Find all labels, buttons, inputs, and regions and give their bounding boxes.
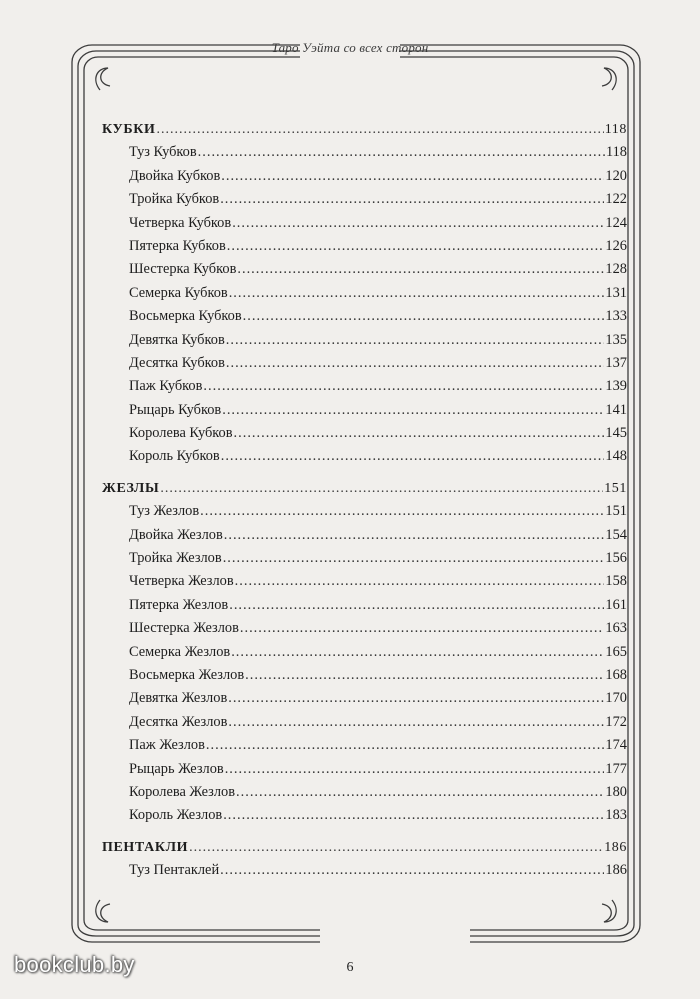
section-title: ПЕНТАКЛИ <box>102 839 189 855</box>
running-header: Таро Уэйта со всех сторон <box>271 40 429 55</box>
toc-entry <box>102 445 627 468</box>
table-of-contents <box>102 118 627 883</box>
dot-leader <box>206 734 605 757</box>
entry-label: Паж Жезлов <box>129 737 205 754</box>
entry-label: Рыцарь Кубков <box>129 401 222 418</box>
page-ref: 154 <box>605 526 627 543</box>
page-ref: 131 <box>605 284 627 301</box>
dot-leader <box>245 664 604 687</box>
page-ref: 183 <box>605 807 627 824</box>
toc-entry <box>102 375 627 398</box>
page-ref: 128 <box>605 261 627 278</box>
page-ref: 145 <box>605 425 627 442</box>
entry-label: Десятка Кубков <box>129 354 225 371</box>
toc-entry <box>102 664 627 687</box>
toc-entry <box>102 547 627 570</box>
page-ref: 148 <box>605 448 627 465</box>
toc-entry <box>102 235 627 258</box>
page-ref: 180 <box>605 783 627 800</box>
page-ref: 156 <box>605 550 627 567</box>
dot-leader <box>236 781 604 804</box>
toc-entry <box>102 594 627 617</box>
toc-entry <box>102 859 627 882</box>
toc-entry <box>102 758 627 781</box>
toc-entry <box>102 212 627 235</box>
dot-leader <box>226 329 605 352</box>
page-ref: 137 <box>605 354 627 371</box>
page-ref: 186 <box>605 862 627 879</box>
entry-label: Семерка Кубков <box>129 284 228 301</box>
dot-leader <box>223 804 604 827</box>
entry-label: Паж Кубков <box>129 378 203 395</box>
section-title: ЖЕЗЛЫ <box>102 480 160 496</box>
page-ref: 163 <box>605 620 627 637</box>
page-ref: 133 <box>605 308 627 325</box>
dot-leader <box>220 859 604 882</box>
page-ref: 139 <box>605 378 627 395</box>
toc-entry <box>102 804 627 827</box>
dot-leader <box>232 212 604 235</box>
page-ref: 158 <box>605 573 627 590</box>
page-ref: 124 <box>605 214 627 231</box>
toc-entry <box>102 352 627 375</box>
page-ref: 170 <box>605 690 627 707</box>
page-ref: 126 <box>605 237 627 254</box>
entry-label: Девятка Кубков <box>129 331 225 348</box>
toc-entry <box>102 500 627 523</box>
entry-label: Король Кубков <box>129 448 220 465</box>
page-ref: 165 <box>605 643 627 660</box>
entry-label: Четверка Жезлов <box>129 573 234 590</box>
dot-leader <box>237 258 604 281</box>
watermark-logo: bookclub.by <box>14 952 135 977</box>
toc-entry <box>102 524 627 547</box>
toc-entry <box>102 687 627 710</box>
toc-entry <box>102 165 627 188</box>
page-ref: 151 <box>604 480 627 496</box>
toc-entry <box>102 141 627 164</box>
dot-leader <box>234 422 605 445</box>
page-ref: 135 <box>605 331 627 348</box>
page-number: 6 <box>346 960 354 975</box>
page-ref: 172 <box>605 713 627 730</box>
toc-entry <box>102 188 627 211</box>
toc-section-heading <box>102 477 627 500</box>
entry-label: Королева Кубков <box>129 425 233 442</box>
page-ref: 120 <box>605 167 627 184</box>
dot-leader <box>203 375 604 398</box>
toc-entry <box>102 617 627 640</box>
page-ref: 122 <box>605 191 627 208</box>
dot-leader <box>156 118 603 141</box>
dot-leader <box>231 641 604 664</box>
page-ref: 118 <box>605 144 627 161</box>
dot-leader <box>228 687 604 710</box>
dot-leader <box>235 570 605 593</box>
entry-label: Король Жезлов <box>129 807 223 824</box>
toc-entry <box>102 282 627 305</box>
entry-label: Королева Жезлов <box>129 783 236 800</box>
entry-label: Восьмерка Кубков <box>129 308 242 325</box>
entry-label: Четверка Кубков <box>129 214 232 231</box>
page-ref: 174 <box>605 737 627 754</box>
dot-leader <box>223 547 605 570</box>
toc-section-heading <box>102 836 627 859</box>
toc-entry <box>102 734 627 757</box>
toc-entry <box>102 258 627 281</box>
entry-label: Пятерка Кубков <box>129 237 226 254</box>
entry-label: Восьмерка Жезлов <box>129 666 245 683</box>
toc-entry <box>102 641 627 664</box>
entry-label: Туз Жезлов <box>129 503 200 520</box>
section-title: КУБКИ <box>102 122 156 137</box>
dot-leader <box>229 282 605 305</box>
dot-leader <box>220 188 604 211</box>
entry-label: Двойка Жезлов <box>129 526 223 543</box>
page-ref: 186 <box>604 839 627 855</box>
dot-leader <box>227 235 605 258</box>
page-ref: 141 <box>605 401 627 418</box>
toc-entry <box>102 305 627 328</box>
toc-section-pentacles <box>102 836 627 883</box>
dot-leader <box>225 758 605 781</box>
dot-leader <box>229 594 604 617</box>
toc-section-wands <box>102 477 627 828</box>
dot-leader <box>243 305 605 328</box>
dot-leader <box>221 165 604 188</box>
entry-label: Девятка Жезлов <box>129 690 228 707</box>
dot-leader <box>240 617 605 640</box>
entry-label: Десятка Жезлов <box>129 713 228 730</box>
dot-leader <box>189 836 603 859</box>
toc-section-heading <box>102 118 627 141</box>
toc-entry <box>102 711 627 734</box>
entry-label: Туз Кубков <box>129 144 197 161</box>
toc-entry <box>102 399 627 422</box>
dot-leader <box>224 524 605 547</box>
dot-leader <box>198 141 605 164</box>
dot-leader <box>200 500 604 523</box>
entry-label: Двойка Кубков <box>129 167 221 184</box>
toc-section-cups <box>102 118 627 469</box>
entry-label: Тройка Жезлов <box>129 550 222 567</box>
dot-leader <box>222 399 604 422</box>
toc-entry <box>102 781 627 804</box>
entry-label: Шестерка Кубков <box>129 261 237 278</box>
entry-label: Пятерка Жезлов <box>129 596 229 613</box>
dot-leader <box>160 477 603 500</box>
entry-label: Тройка Кубков <box>129 191 220 208</box>
entry-label: Семерка Жезлов <box>129 643 231 660</box>
toc-entry <box>102 329 627 352</box>
entry-label: Шестерка Жезлов <box>129 620 239 637</box>
entry-label: Рыцарь Жезлов <box>129 760 224 777</box>
dot-leader <box>221 445 605 468</box>
page-ref: 151 <box>605 503 627 520</box>
page-ref: 161 <box>605 596 627 613</box>
dot-leader <box>228 711 604 734</box>
page-ref: 118 <box>604 122 627 137</box>
dot-leader <box>226 352 605 375</box>
entry-label: Туз Пентаклей <box>129 862 220 879</box>
page-ref: 177 <box>605 760 627 777</box>
toc-entry <box>102 422 627 445</box>
toc-entry <box>102 570 627 593</box>
page-ref: 168 <box>605 666 627 683</box>
